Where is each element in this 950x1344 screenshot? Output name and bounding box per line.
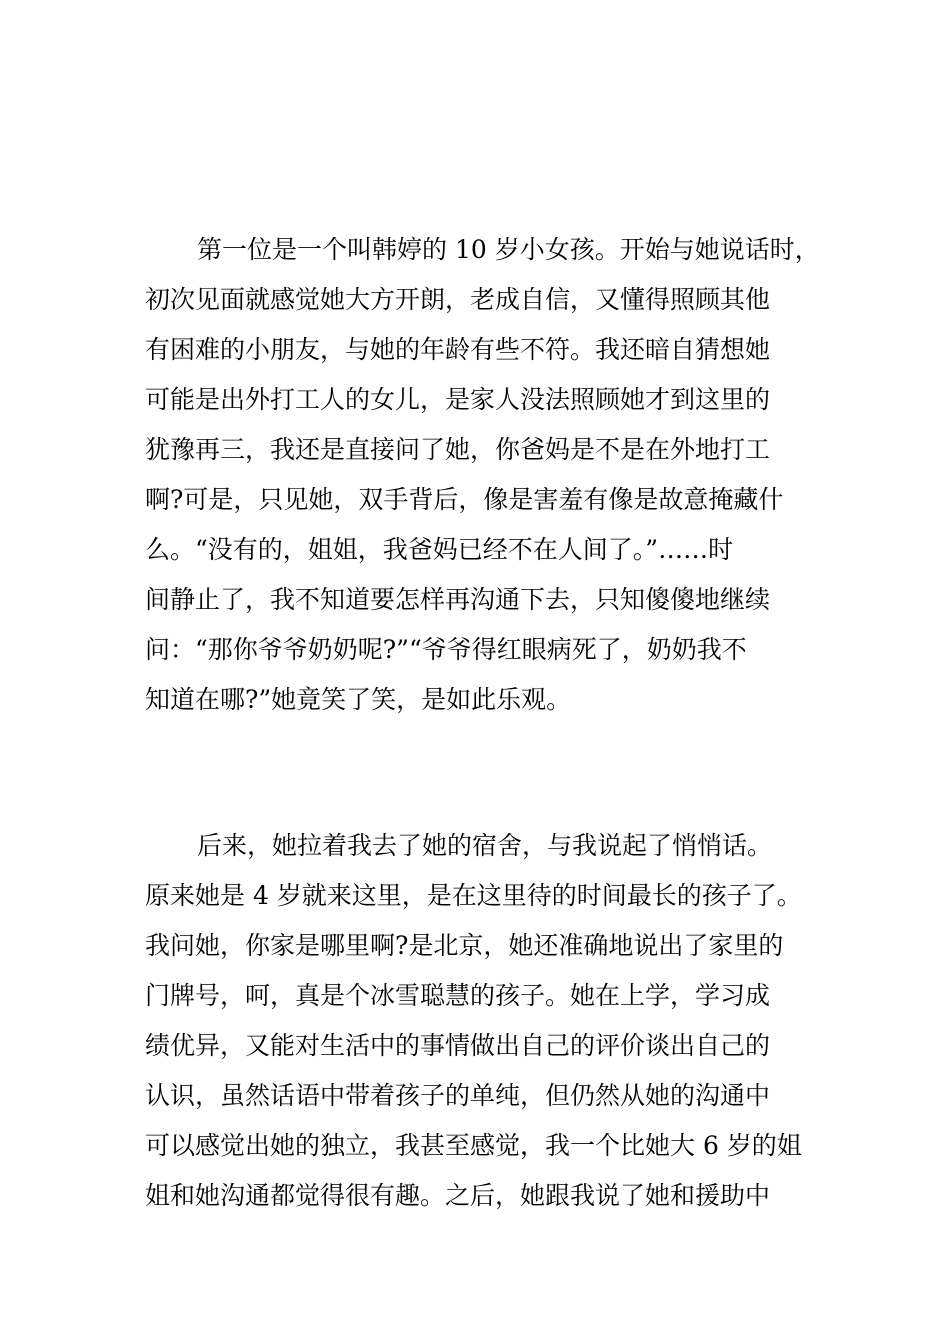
text-line: 认识，虽然话语中带着孩子的单纯，但仍然从她的沟通中 bbox=[145, 1081, 771, 1110]
text-line: 第一位是一个叫韩婷的 10 岁小女孩。开始与她说话时， bbox=[197, 235, 820, 264]
text-line: 问：“那你爷爷奶奶呢?”“爷爷得红眼病死了，奶奶我不 bbox=[145, 635, 747, 664]
text-line: 初次见面就感觉她大方开朗，老成自信，又懂得照顾其他 bbox=[145, 285, 771, 314]
text-line: 知道在哪?”她竟笑了笑，是如此乐观。 bbox=[145, 685, 572, 714]
text-line: 犹豫再三，我还是直接问了她，你爸妈是不是在外地打工 bbox=[145, 435, 771, 464]
text-line: 门牌号，呵，真是个冰雪聪慧的孩子。她在上学，学习成 bbox=[145, 981, 771, 1010]
text-line: 可以感觉出她的独立，我甚至感觉，我一个比她大 6 岁的姐 bbox=[145, 1131, 802, 1160]
text-line: 有困难的小朋友，与她的年龄有些不符。我还暗自猜想她 bbox=[145, 335, 771, 364]
text-line: 么。“没有的，姐姐，我爸妈已经不在人间了。”……时 bbox=[145, 535, 734, 564]
text-line: 后来，她拉着我去了她的宿舍，与我说起了悄悄话。 bbox=[197, 831, 773, 860]
paragraph-2 bbox=[145, 821, 825, 1221]
text-line: 绩优异，又能对生活中的事情做出自己的评价谈出自己的 bbox=[145, 1031, 771, 1060]
text-line: 姐和她沟通都觉得很有趣。之后，她跟我说了她和援助中 bbox=[145, 1181, 771, 1210]
text-line: 原来她是 4 岁就来这里，是在这里待的时间最长的孩子了。 bbox=[145, 881, 802, 910]
text-line: 我问她，你家是哪里啊?是北京，她还准确地说出了家里的 bbox=[145, 931, 784, 960]
text-line: 可能是出外打工人的女儿，是家人没法照顾她才到这里的 bbox=[145, 385, 771, 414]
text-line: 啊?可是，只见她，双手背后，像是害羞有像是故意掩藏什 bbox=[145, 485, 784, 514]
paragraph-1 bbox=[145, 225, 825, 725]
text-line: 间静止了，我不知道要怎样再沟通下去，只知傻傻地继续 bbox=[145, 585, 771, 614]
